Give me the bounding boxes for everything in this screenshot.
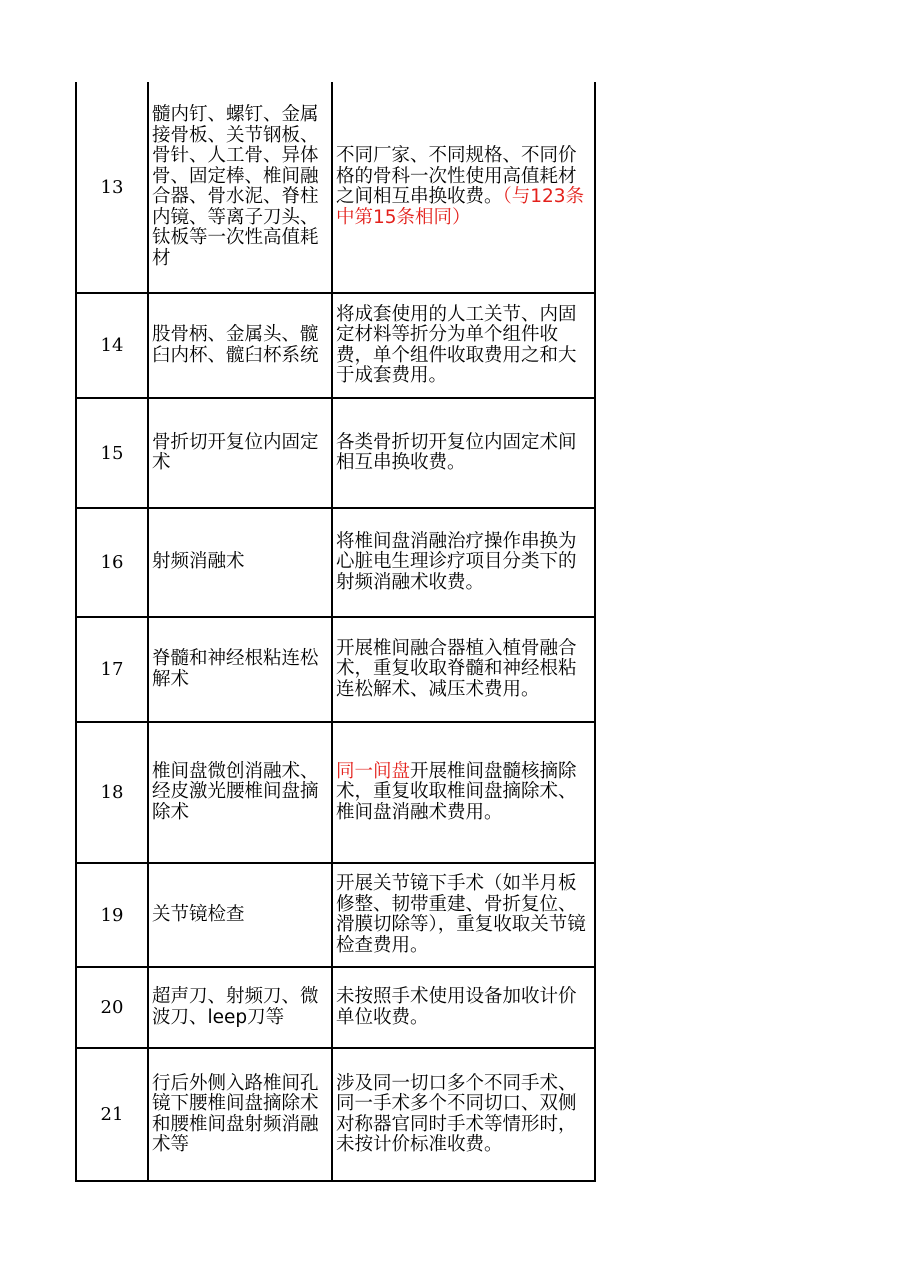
description-cell [333, 509, 594, 616]
row-number: 18 [77, 723, 149, 862]
description-cell [333, 723, 594, 862]
description-text: 涉及同一切口多个不同手术、同一手术多个不同切口、双侧对称器官同时手术等情形时，未按计价标准收费。 [336, 1072, 577, 1155]
item-cell [149, 723, 333, 862]
description-cell [333, 294, 594, 397]
item-text-latin: leep [207, 1006, 248, 1028]
description-cell [333, 1049, 594, 1180]
item-cell [149, 864, 333, 966]
description-cell [333, 618, 594, 721]
item-cell [149, 618, 333, 721]
item-text [152, 987, 328, 1028]
description-text: 开展关节镜下手术（如半月板修整、韧带重建、骨折复位、滑膜切除等），重复收取关节镜检查费用。 [336, 873, 586, 956]
row-number: 16 [77, 509, 149, 616]
description-note: （与123条中第15条相同） [336, 186, 585, 228]
description-text: 开展椎间融合器植入植骨融合术，重复收取脊髓和神经根粘连松解术、减压术费用。 [336, 637, 577, 700]
item-text: 行后外侧入路椎间孔镜下腰椎间盘摘除术和腰椎间盘射频消融术等 [152, 1072, 319, 1155]
description-text: 将成套使用的人工关节、内固定材料等折分为单个组件收费，单个组件收取费用之和大于成套费用。 [336, 303, 577, 386]
description-text [336, 146, 591, 228]
description-text: 将椎间盘消融治疗操作串换为心脏电生理诊疗项目分类下的射频消融术收费。 [336, 530, 577, 593]
item-text: 骨折切开复位内固定术 [152, 431, 319, 473]
item-cell [149, 82, 333, 292]
description-text [336, 762, 591, 824]
description-text: 各类骨折切开复位内固定术间相互串换收费。 [336, 431, 577, 473]
item-text: 关节镜检查 [152, 903, 245, 925]
row-number: 13 [77, 82, 149, 292]
table-row [77, 864, 594, 968]
table-row [77, 509, 594, 618]
table-row [77, 968, 594, 1049]
description-cell [333, 864, 594, 966]
row-number: 15 [77, 399, 149, 507]
item-cell [149, 294, 333, 397]
table-row [77, 82, 594, 294]
description-cell [333, 399, 594, 507]
description-cell [333, 968, 594, 1047]
item-text: 髓内钉、螺钉、金属接骨板、关节钢板、骨针、人工骨、异体骨、固定棒、椎间融合器、骨水泥、脊柱内镜、等离子刀头、钛板等一次性高值耗材 [152, 104, 319, 269]
table-row [77, 723, 594, 864]
item-text: 射频消融术 [152, 551, 245, 573]
item-text: 股骨柄、金属头、髋臼内杯、髋臼杯系统 [152, 324, 319, 366]
row-number: 21 [77, 1049, 149, 1180]
row-number: 19 [77, 864, 149, 966]
item-cell [149, 968, 333, 1047]
item-text: 椎间盘微创消融术、经皮激光腰椎间盘摘除术 [152, 760, 319, 823]
row-number: 20 [77, 968, 149, 1047]
item-text-main: 超声刀、射频刀、微波刀、 [152, 986, 319, 1028]
table-row [77, 1049, 594, 1180]
row-number: 17 [77, 618, 149, 721]
description-main: 开展椎间盘髓核摘除术，重复收取椎间盘摘除术、椎间盘消融术费用。 [336, 760, 577, 823]
item-text: 脊髓和神经根粘连松解术 [152, 648, 319, 690]
item-cell [149, 399, 333, 507]
table-row [77, 399, 594, 509]
charge-rules-table [75, 82, 596, 1182]
table-row [77, 618, 594, 723]
description-highlight: 同一间盘 [336, 760, 411, 782]
description-text: 未按照手术使用设备加收计价单位收费。 [336, 986, 577, 1028]
item-text-end: 刀等 [247, 1006, 285, 1028]
row-number: 14 [77, 294, 149, 397]
description-main: 不同厂家、不同规格、不同价格的骨科一次性使用高值耗材之间相互串换收费。 [336, 145, 577, 207]
table-row [77, 294, 594, 399]
item-cell [149, 509, 333, 616]
description-cell [333, 82, 594, 292]
item-cell [149, 1049, 333, 1180]
